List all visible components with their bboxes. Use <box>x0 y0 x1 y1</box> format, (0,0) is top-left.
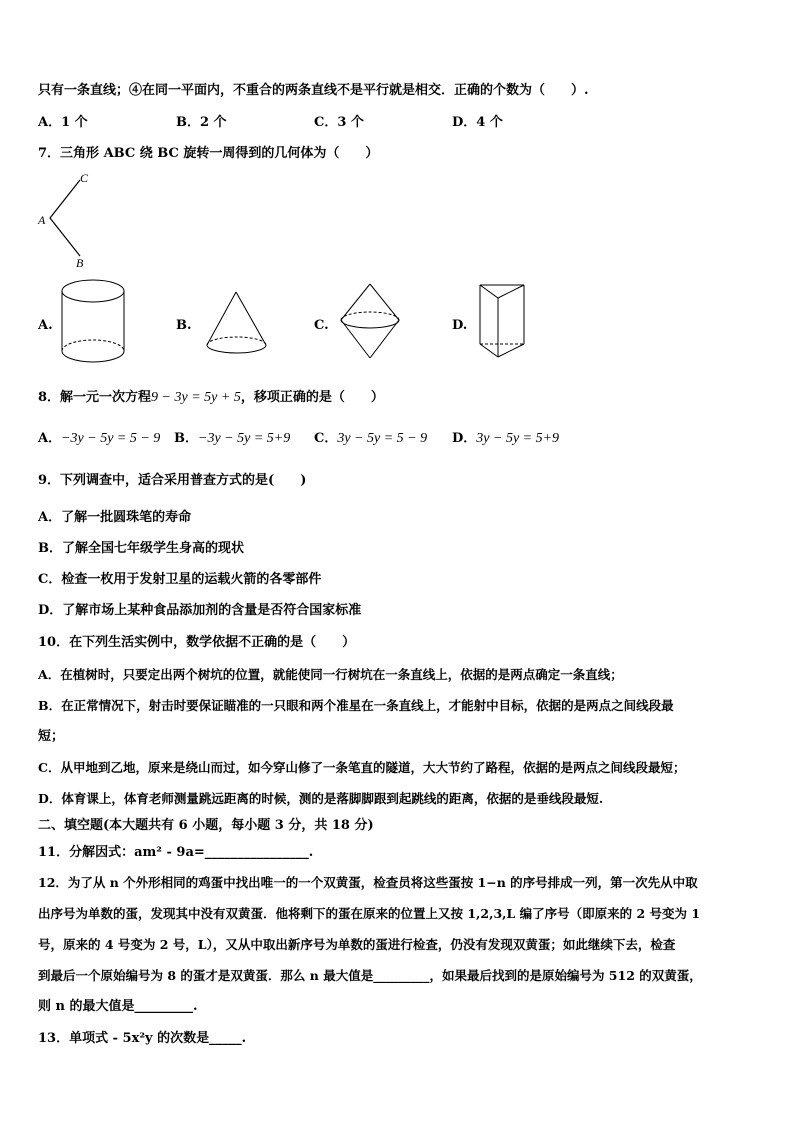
triangle-abc-figure <box>36 170 96 270</box>
q12-line5: 则 n 的最大值是_________. <box>38 999 198 1014</box>
q7-option-d: D. <box>452 318 468 333</box>
q8-option-c <box>314 430 427 448</box>
q6-option-c: C．3 个 <box>314 115 364 130</box>
q8-option-d-expr: 3y − 5y = 5+9 <box>476 431 560 446</box>
q10-option-c: C．从甲地到乙地，原来是绕山而过，如今穿山修了一条笔直的隧道，大大节约了路程，依据的是两点之间线段最短； <box>38 760 686 775</box>
q12-line3: 号，原来的 4 号变为 2 号，L），又从中取出新序号为单数的蛋进行检查，仍没有发现双黄蛋；如此继续下去，检查 <box>38 937 676 952</box>
q13: 13．单项式 - 5x²y 的次数是_____. <box>38 1031 247 1046</box>
q6-stem-tail: 只有一条直线；④在同一平面内，不重合的两条直线不是平行就是相交．正确的个数为（ ）. <box>38 83 589 98</box>
q8-option-a <box>38 430 160 448</box>
cone-icon <box>200 290 275 365</box>
label-a: A <box>38 213 46 227</box>
label-b: B <box>76 256 84 270</box>
q10-option-b-line1: B．在正常情况下，射击时要保证瞄准的一只眼和两个准星在一条直线上，才能射中目标，依据的是两点之间线段最 <box>38 698 674 713</box>
q8-stem-suffix: ，移项正确的是（ ） <box>240 390 384 405</box>
q8-stem-prefix: 8．解一元一次方程 <box>38 390 152 405</box>
q8-option-c-letter: C． <box>314 431 338 446</box>
q7-option-b: B. <box>176 318 192 333</box>
q12-line4: 到最后一个原始编号为 8 的蛋才是双黄蛋．那么 n 最大值是_________，如果最后找到的是原始编号为 512 的双黄蛋， <box>38 968 702 983</box>
q10-option-b-line2: 短； <box>38 729 65 744</box>
q10-option-d: D．体育课上，体育老师测量跳远距离的时候，测的是落脚脚跟到起跳线的距离，依据的是垂线段最短. <box>38 791 604 806</box>
q8-option-a-expr: −3y − 5y = 5 − 9 <box>61 431 161 446</box>
q7-option-a: A. <box>38 318 53 333</box>
label-c: C <box>80 171 89 185</box>
q8-option-b-letter: B． <box>174 431 198 446</box>
q8-option-d <box>452 430 559 448</box>
q8-stem <box>38 389 384 407</box>
q8-equation: 9 − 3y = 5y + 5 <box>151 390 241 405</box>
section-heading-fill-in: 二、填空题(本大题共有 6 小题，每小题 3 分，共 18 分) <box>38 818 374 833</box>
q6-option-b: B．2 个 <box>176 115 227 130</box>
q9-option-d: D．了解市场上某种食品添加剂的含量是否符合国家标准 <box>38 603 362 618</box>
triangular-prism-icon <box>472 282 532 362</box>
q9-option-b: B．了解全国七年级学生身高的现状 <box>38 541 244 556</box>
q8-option-a-letter: A． <box>38 431 62 446</box>
q11: 11．分解因式：am² - 9a=________________. <box>38 845 314 860</box>
q9-option-a: A．了解一批圆珠笔的寿命 <box>38 510 192 525</box>
q6-option-d: D．4 个 <box>452 115 503 130</box>
q10-stem: 10．在下列生活实例中，数学依据不正确的是（ ） <box>38 635 356 650</box>
q8-option-b <box>174 430 290 448</box>
q9-option-c: C．检查一枚用于发射卫星的运载火箭的各零部件 <box>38 572 322 587</box>
q9-stem: 9．下列调查中，适合采用普查方式的是( ) <box>38 473 307 488</box>
cylinder-icon <box>60 277 130 367</box>
q8-option-d-letter: D． <box>452 431 477 446</box>
q10-option-a: A．在植树时，只要定出两个树坑的位置，就能使同一行树坑在一条直线上，依据的是两点确定一条直线； <box>38 667 623 682</box>
q7-stem: 7．三角形 ABC 绕 BC 旋转一周得到的几何体为（ ） <box>38 146 379 161</box>
q8-option-b-expr: −3y − 5y = 5+9 <box>198 431 291 446</box>
q6-option-a: A．1 个 <box>38 115 88 130</box>
q12-line1: 12．为了从 n 个外形相同的鸡蛋中找出唯一的一个双黄蛋，检查员将这些蛋按 1−n 的序号排成一列，第一次先从中取 <box>38 875 698 890</box>
q12-line2: 出序号为单数的蛋，发现其中没有双黄蛋．他将剩下的蛋在原来的位置上又按 1,2,3,L 编了序号（即原来的 2 号变为 1 <box>38 906 701 921</box>
double-cone-icon <box>338 282 408 362</box>
q7-option-c: C. <box>314 318 329 333</box>
q8-option-c-expr: 3y − 5y = 5 − 9 <box>337 431 428 446</box>
